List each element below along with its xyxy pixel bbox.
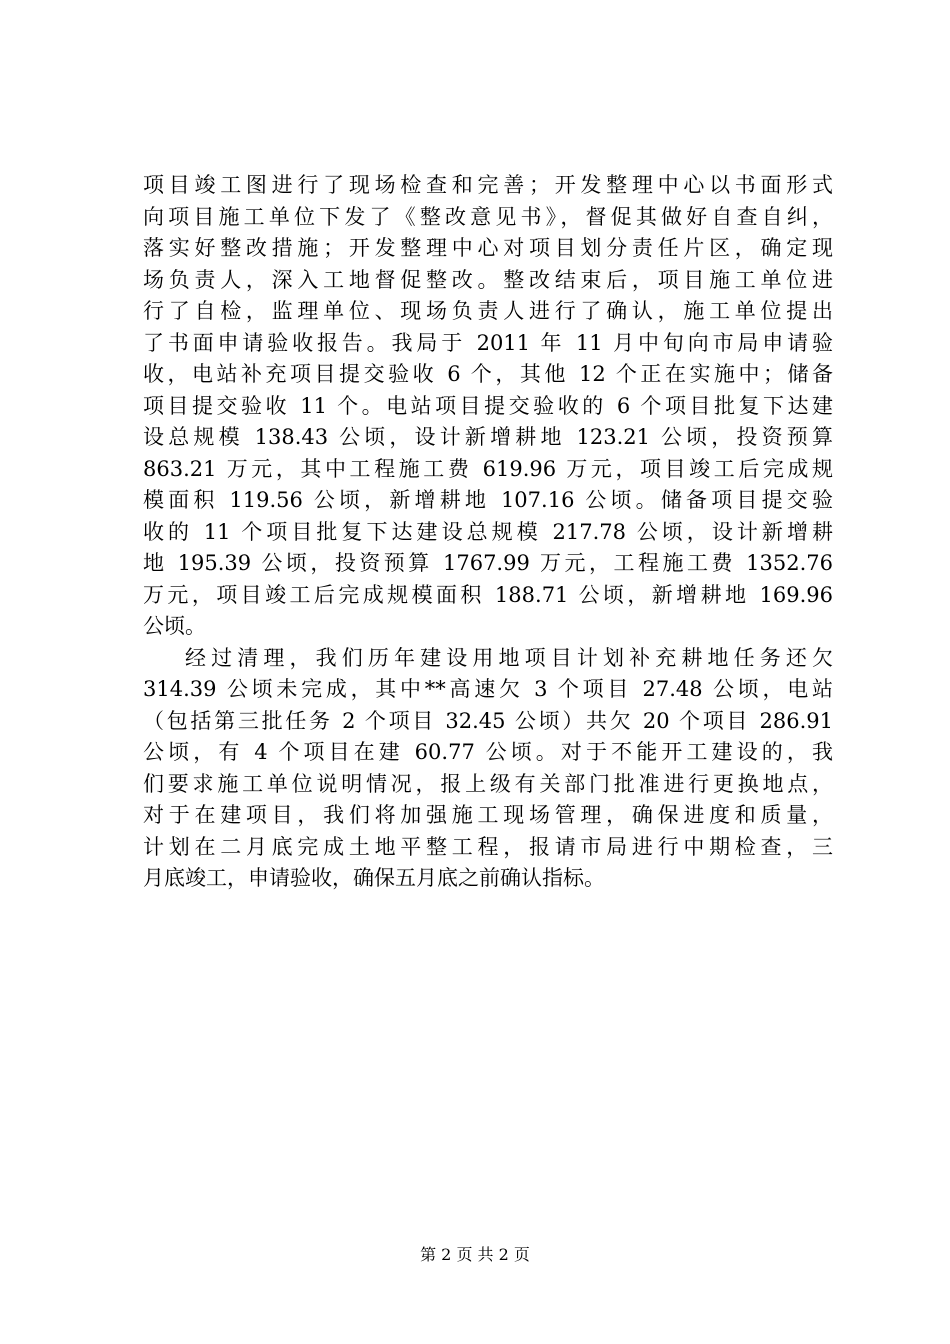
text-line: 314.39 公顷未完成，其中**高速欠 3 个项目 27.48 公顷，电站 xyxy=(143,677,833,701)
text-line: 场负责人，深入工地督促整改。整改结束后，项目施工单位进 xyxy=(143,267,833,292)
text-line: 对于在建项目，我们将加强施工现场管理，确保进度和质量， xyxy=(143,803,833,827)
text-line: 地 195.39 公顷，投资预算 1767.99 万元，工程施工费 1352.76 xyxy=(143,551,833,575)
paragraph-2 xyxy=(143,643,833,895)
document-body xyxy=(143,170,833,895)
text-line: （包括第三批任务 2 个项目 32.45 公顷）共欠 20 个项目 286.91 xyxy=(143,708,833,733)
text-line: 行了自检，监理单位、现场负责人进行了确认，施工单位提出 xyxy=(143,299,833,323)
text-line: 向项目施工单位下发了《整改意见书》，督促其做好自查自纠， xyxy=(143,204,833,229)
text-line: 设总规模 138.43 公顷，设计新增耕地 123.21 公顷，投资预算 xyxy=(143,425,833,449)
text-line: 863.21 万元，其中工程施工费 619.96 万元，项目竣工后完成规 xyxy=(143,456,833,481)
text-line: 了书面申请验收报告。我局于 2011 年 11 月中旬向市局申请验 xyxy=(143,330,833,355)
text-line: 模面积 119.56 公顷，新增耕地 107.16 公顷。储备项目提交验 xyxy=(143,488,833,512)
text-line: 落实好整改措施；开发整理中心对项目划分责任片区，确定现 xyxy=(143,236,833,260)
text-line: 公顷。 xyxy=(143,614,206,638)
page-footer xyxy=(0,1245,950,1265)
text-line: 公顷，有 4 个项目在建 60.77 公顷。对于不能开工建设的，我 xyxy=(143,740,833,764)
text-line: 经过清理，我们历年建设用地项目计划补充耕地任务还欠 xyxy=(185,645,833,670)
text-line: 项目提交验收 11 个。电站项目提交验收的 6 个项目批复下达建 xyxy=(143,393,833,418)
text-line: 项目竣工图进行了现场检查和完善；开发整理中心以书面形式 xyxy=(143,173,833,197)
text-line: 收的 11 个项目批复下达建设总规模 217.78 公顷，设计新增耕 xyxy=(143,519,833,544)
text-line: 收，电站补充项目提交验收 6 个，其他 12 个正在实施中；储备 xyxy=(143,362,833,386)
page-number-label: 第 2 页 共 2 页 xyxy=(420,1245,530,1264)
text-line: 们要求施工单位说明情况，报上级有关部门批准进行更换地点， xyxy=(143,771,833,796)
text-line: 月底竣工，申请验收，确保五月底之前确认指标。 xyxy=(143,866,605,890)
paragraph-1 xyxy=(143,170,833,643)
text-line: 计划在二月底完成土地平整工程，报请市局进行中期检查，三 xyxy=(143,834,833,859)
text-line: 万元，项目竣工后完成规模面积 188.71 公顷，新增耕地 169.96 xyxy=(143,582,833,607)
